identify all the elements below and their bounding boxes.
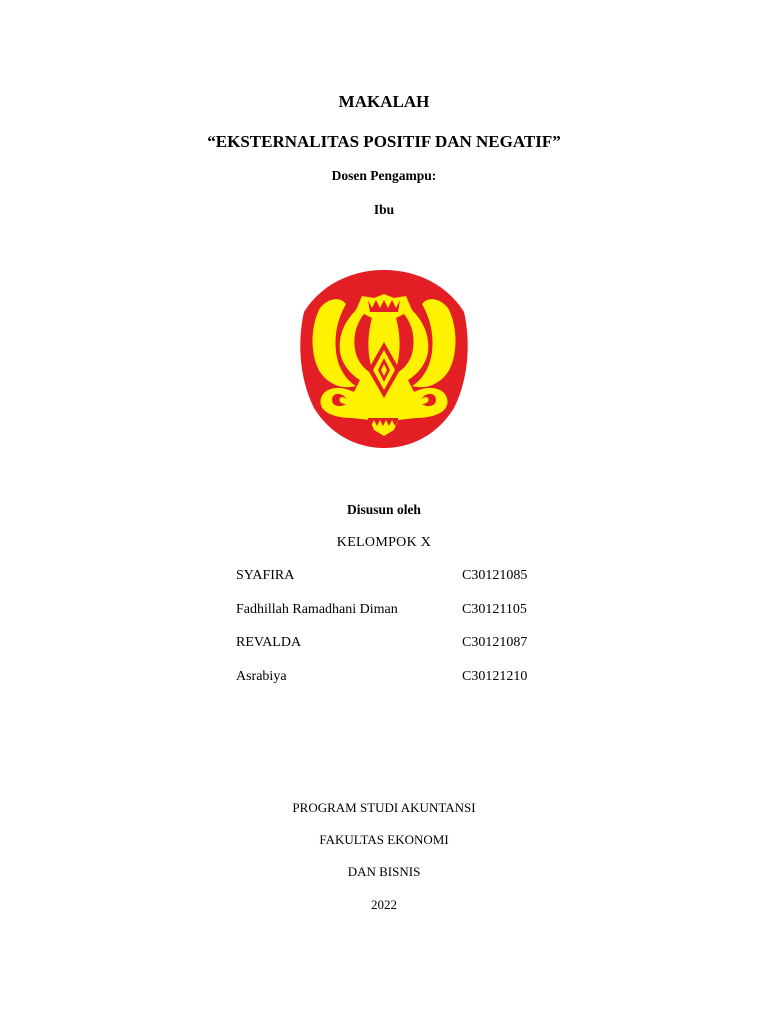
- document-title: MAKALAH: [338, 92, 430, 111]
- member-row: [236, 635, 576, 669]
- year: 2022: [371, 897, 397, 912]
- lecturer-label: Dosen Pengampu:: [331, 168, 437, 183]
- faculty-name: FAKULTAS EKONOMI: [319, 832, 449, 847]
- member-id: C30121210: [462, 668, 528, 684]
- lecturer-name: Ibu: [373, 202, 395, 217]
- member-name: Fadhillah Ramadhani Diman: [236, 601, 398, 617]
- member-id: C30121105: [462, 601, 527, 617]
- compiled-by-label: Disusun oleh: [347, 502, 421, 517]
- member-id: C30121087: [462, 635, 528, 650]
- member-name: Asrabiya: [236, 668, 287, 684]
- member-name: REVALDA: [236, 635, 302, 650]
- document-subtitle: “EKSTERNALITAS POSITIF DAN NEGATIF”: [207, 132, 561, 151]
- faculty-name-continued: DAN BISNIS: [347, 864, 421, 879]
- member-row: [236, 568, 576, 602]
- member-list: [236, 568, 576, 702]
- member-id: C30121085: [462, 568, 528, 583]
- university-logo: [298, 268, 470, 450]
- study-program: PROGRAM STUDI AKUNTANSI: [292, 800, 476, 815]
- member-name: SYAFIRA: [236, 568, 295, 583]
- member-row: [236, 669, 576, 703]
- group-name: KELOMPOK X: [336, 535, 432, 550]
- member-row: [236, 602, 576, 636]
